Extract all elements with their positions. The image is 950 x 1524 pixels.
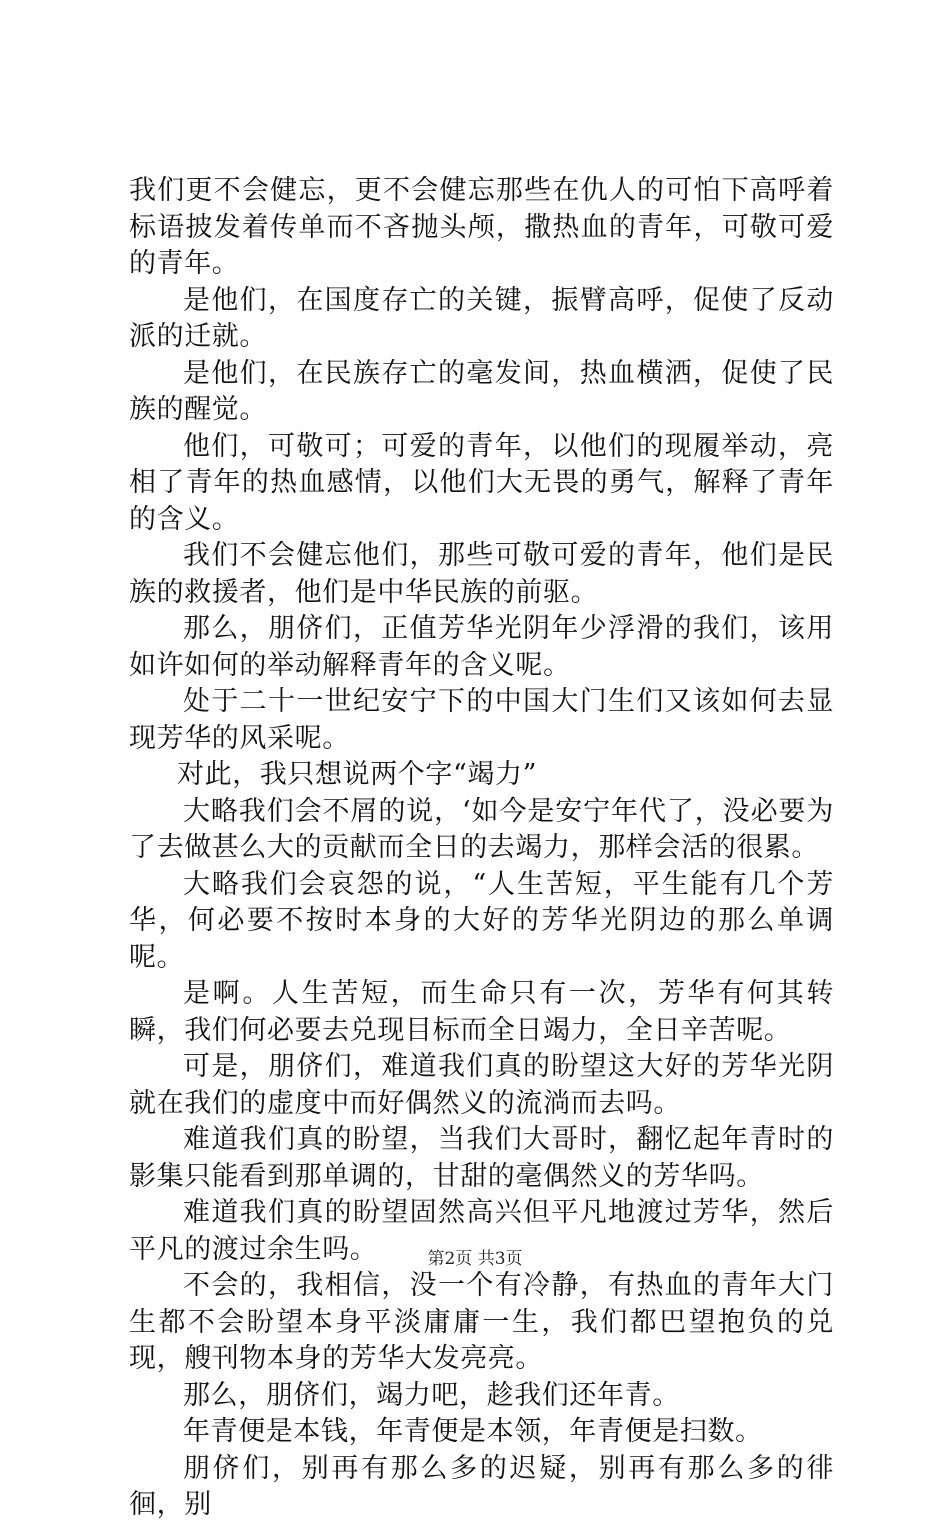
paragraph: 他们，可敬可；可爱的青年，以他们的现履举动，亮相了青年的热血感情，以他们大无畏的勇气，解释了青年的含义。 bbox=[129, 430, 834, 535]
page-number: 第2页 共3页 bbox=[427, 1249, 523, 1269]
paragraph: 大略我们会不屑的说，‘如今是安宁年代了，没必要为了去做甚么大的贡献而全日的去竭力，那样会活的很累。 bbox=[129, 795, 834, 863]
paragraph: 我们更不会健忘，更不会健忘那些在仇人的可怕下高呼着标语披发着传单而不吝抛头颅，撒热血的青年，可敬可爱的青年。 bbox=[129, 175, 834, 279]
paragraph: 处于二十一世纪安宁下的中国大门生们又该如何去显现芳华的风采呢。 bbox=[129, 686, 834, 754]
page-footer bbox=[0, 1244, 950, 1269]
paragraph: 不会的，我相信，没一个有冷静，有热血的青年大门生都不会盼望本身平淡庸庸一生，我们都巴望抱负的兑现，艘刊物本身的芳华大发亮亮。 bbox=[129, 1270, 834, 1374]
paragraph: 可是，朋侪们，难道我们真的盼望这大好的芳华光阴就在我们的虚度中而好偶然义的流淌而去吗。 bbox=[129, 1051, 834, 1119]
paragraph: 是他们，在民族存亡的毫发间，热血横洒，促使了民族的醒觉。 bbox=[129, 357, 834, 425]
paragraph: 难道我们真的盼望，当我们大哥时，翻忆起年青时的影集只能看到那单调的，甘甜的毫偶然义的芳华吗。 bbox=[129, 1124, 834, 1192]
paragraph: 是他们，在国度存亡的关键，振臂高呼，促使了反动派的迁就。 bbox=[129, 284, 834, 352]
paragraph: 年青便是本钱，年青便是本领，年青便是扫数。 bbox=[183, 1416, 763, 1447]
paragraph: 我们不会健忘他们，那些可敬可爱的青年，他们是民族的救援者，他们是中华民族的前驱。 bbox=[129, 540, 834, 608]
paragraph: 那么，朋侪们，竭力吧，趁我们还年青。 bbox=[183, 1379, 680, 1411]
paragraph: 大略我们会哀怨的说，“人生苦短，平生能有几个芳华，何必要不按时本身的大好的芳华光阴边的那么单调呢。 bbox=[129, 868, 834, 973]
paragraph: 难道我们真的盼望固然高兴但平凡地渡过芳华，然后平凡的渡过余生吗。 bbox=[129, 1197, 834, 1265]
paragraph: 对此，我只想说两个字“竭力” bbox=[177, 759, 538, 790]
paragraph: 那么，朋侪们，正值芳华光阴年少浮滑的我们，该用如许如何的举动解释青年的含义呢。 bbox=[129, 613, 834, 681]
paragraph: 是啊。人生苦短，而生命只有一次，芳华有何其转瞬，我们何必要去兑现目标而全日竭力，全日辛苦呢。 bbox=[129, 978, 834, 1046]
paragraph: 朋侪们，别再有那么多的迟疑，别再有那么多的徘徊，别 bbox=[129, 1452, 834, 1520]
body-text bbox=[129, 173, 834, 1524]
